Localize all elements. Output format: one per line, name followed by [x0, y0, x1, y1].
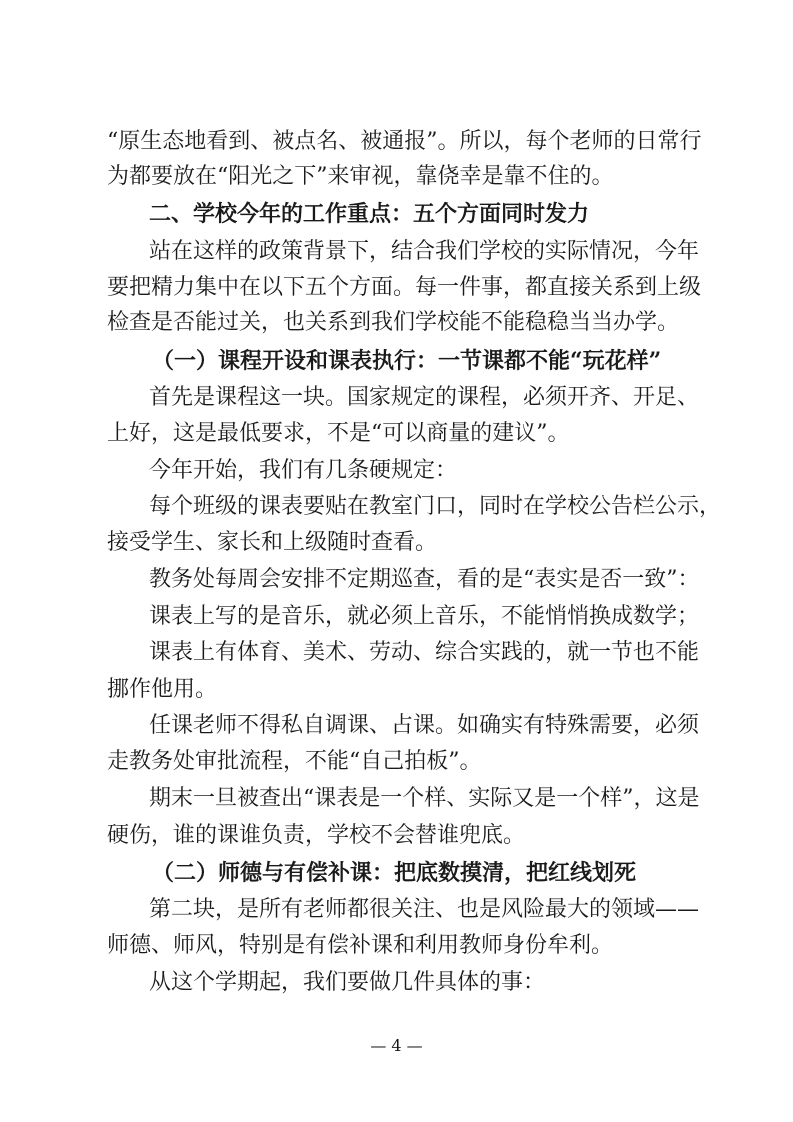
paragraph-line: 任课老师不得私自调课、占课。如确实有特殊需要，必须	[149, 713, 700, 738]
paragraph-line: 挪作他用。	[107, 677, 218, 702]
paragraph-line: 课表上有体育、美术、劳动、综合实践的，就一节也不能	[149, 640, 700, 665]
paragraph-line: 课表上写的是音乐，就必须上音乐，不能悄悄换成数学；	[149, 604, 700, 629]
paragraph-line: 从这个学期起，我们要做几件具体的事：	[149, 970, 546, 995]
section-heading: 二、学校今年的工作重点：五个方面同时发力	[149, 201, 590, 227]
paragraph-line: 首先是课程这一块。国家规定的课程，必须开齐、开足、	[149, 385, 700, 410]
paragraph-line: 师德、师风，特别是有偿补课和利用教师身份牟利。	[107, 933, 614, 958]
paragraph-line: 第二块，是所有老师都很关注、也是风险最大的领域——	[149, 897, 700, 922]
paragraph-line: 为都要放在“阳光之下”来审视，靠侥幸是靠不住的。	[107, 164, 614, 189]
paragraph-line: “原生态地看到、被点名、被通报”。所以，每个老师的日常行	[107, 129, 702, 154]
subsection-heading: （一）课程开设和课表执行：一节课都不能“玩花样”	[152, 348, 662, 374]
paragraph-line: 硬伤，谁的课谁负责，学校不会替谁兜底。	[107, 823, 526, 848]
paragraph-line: 今年开始，我们有几条硬规定：	[149, 458, 458, 483]
paragraph-line: 站在这样的政策背景下，结合我们学校的实际情况，今年	[149, 239, 700, 264]
paragraph-line: 要把精力集中在以下五个方面。每一件事，都直接关系到上级	[107, 275, 702, 300]
paragraph-line: 教务处每周会安排不定期巡查，看的是“表实是否一致”：	[149, 567, 700, 592]
paragraph-line: 上好，这是最低要求，不是“可以商量的建议”。	[107, 421, 570, 446]
paragraph-line: 每个班级的课表要贴在教室门口，同时在学校公告栏公示，	[149, 494, 722, 519]
subsection-heading: （二）师德与有偿补课：把底数摸清，把红线划死	[152, 860, 637, 886]
page-number: — 4 —	[370, 1036, 423, 1055]
paragraph-line: 检查是否能过关，也关系到我们学校能不能稳稳当当办学。	[107, 310, 680, 335]
paragraph-line: 走教务处审批流程，不能“自己拍板”。	[107, 749, 482, 774]
paragraph-line: 期末一旦被查出“课表是一个样、实际又是一个样”，这是	[149, 786, 700, 811]
paragraph-line: 接受学生、家长和上级随时查看。	[107, 530, 438, 555]
